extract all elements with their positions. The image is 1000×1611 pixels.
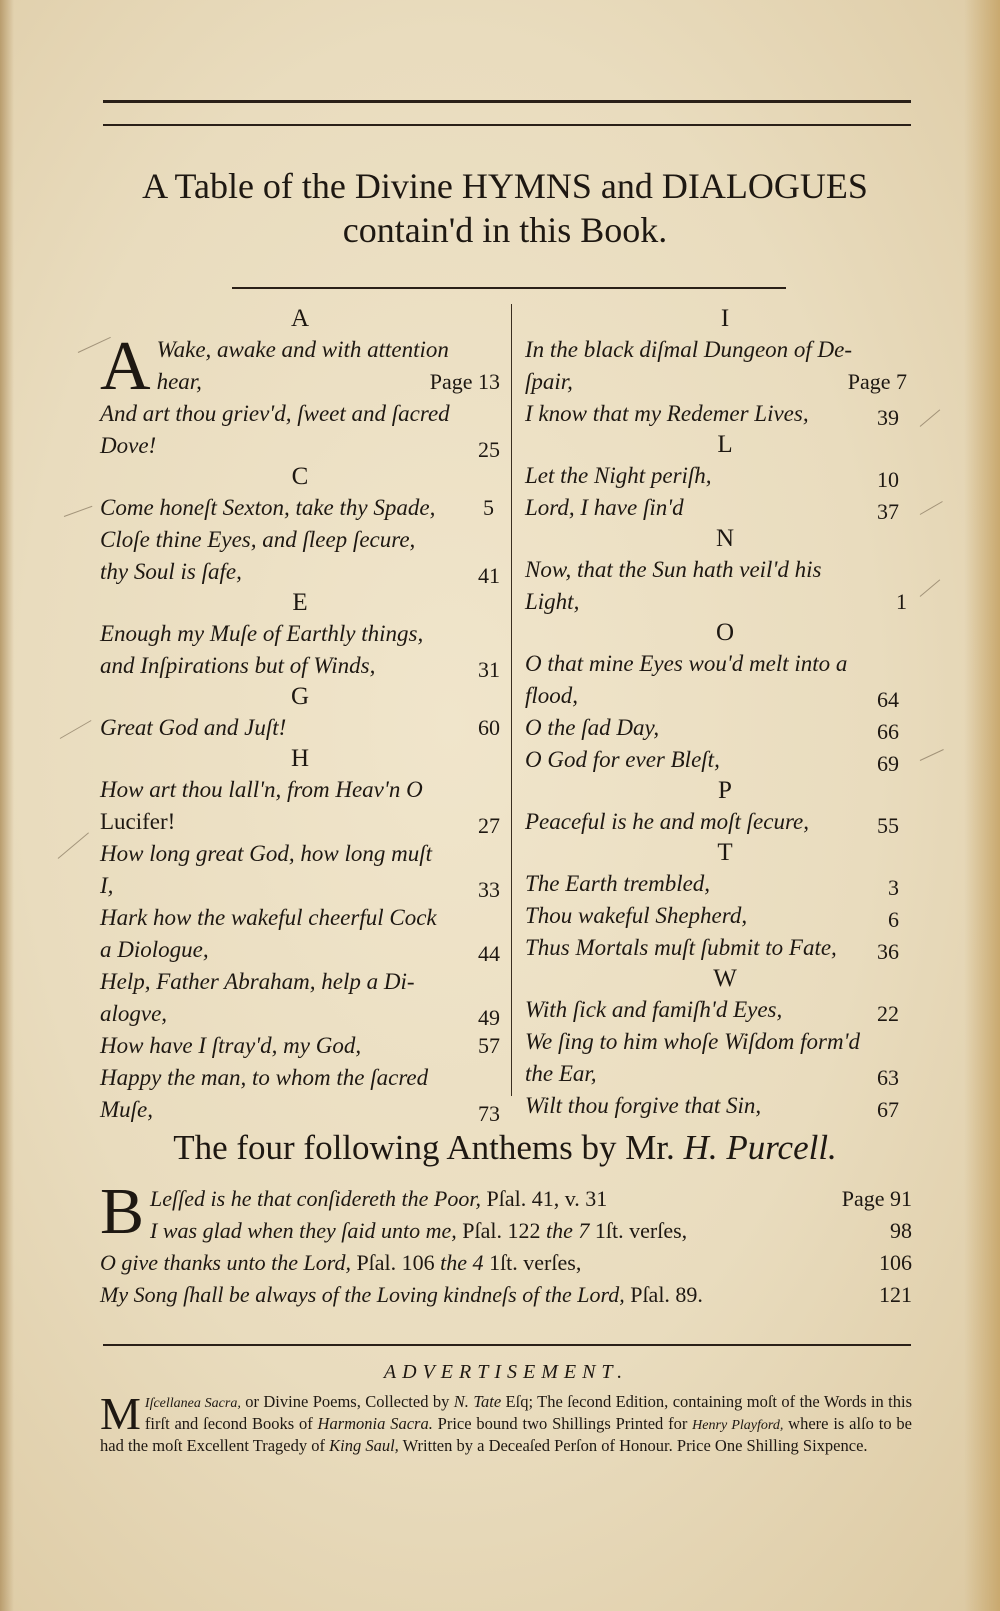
section-letter-t: T — [717, 839, 733, 866]
entry-page: 63 — [877, 1065, 899, 1090]
anthem-verse-count: the 4 — [440, 1250, 484, 1275]
entry-text: the Ear, — [525, 1061, 597, 1086]
anthem-page: Page 91 — [841, 1186, 912, 1211]
entry-page: 66 — [877, 719, 899, 744]
entry-page: 60 — [478, 715, 500, 740]
entry-page: 31 — [478, 657, 500, 682]
entry-page: 69 — [877, 751, 899, 776]
advert-text: Henry Playford, — [692, 1418, 784, 1433]
anthem-page: 121 — [879, 1282, 912, 1307]
anthems-heading — [100, 1126, 910, 1170]
hymn-entry — [100, 1062, 500, 1126]
advert-text: N. Tate — [453, 1392, 502, 1411]
section-letter-n: N — [715, 525, 735, 552]
hymn-entry — [525, 648, 925, 712]
section-letter-e: E — [292, 589, 308, 616]
pen-mark — [58, 832, 89, 858]
entry-text: Enough my Muſe of Earthly things, — [100, 621, 424, 646]
entry-page: 22 — [877, 1001, 899, 1026]
pen-mark — [64, 506, 93, 517]
entry-text: With ſick and famiſh'd Eyes, — [525, 997, 783, 1022]
entry-text: Thus Mortals muſt ſubmit to Fate, — [525, 935, 837, 960]
entry-page: 5 — [483, 495, 494, 520]
hymn-entry — [525, 868, 925, 900]
section-letter-c: C — [291, 463, 309, 490]
page-subtitle: contain'd in this Book. — [342, 210, 668, 250]
anthem-page: 98 — [890, 1218, 912, 1243]
entry-page: 1 — [896, 589, 907, 614]
anthem-psalm-ref: Pſal. 41, v. 31 — [486, 1186, 608, 1211]
entry-page: 10 — [877, 467, 899, 492]
section-letter-g: G — [290, 683, 310, 710]
entry-text: Great God and Juſt! — [100, 715, 287, 740]
hymn-entry — [525, 460, 925, 492]
entry-text: I, — [100, 873, 114, 898]
hymn-entry — [100, 902, 500, 966]
entry-text: Peaceful is he and moſt ſecure, — [525, 809, 810, 834]
entry-text: Lucifer! — [100, 809, 176, 834]
entry-page: 49 — [478, 1005, 500, 1030]
entry-text: Lord, I have ſin'd — [525, 495, 684, 520]
hymn-entry — [525, 712, 925, 744]
entry-text: How have I ſtray'd, my God, — [100, 1033, 362, 1058]
anthem-verse-count: the 7 — [546, 1218, 590, 1243]
entry-text: Help, Father Abraham, help a Di- — [100, 969, 415, 994]
hymn-entry — [525, 994, 925, 1026]
entry-text: Wake, awake and with attention — [156, 337, 449, 362]
entry-text: ſpair, — [525, 369, 573, 394]
entry-page: 37 — [877, 499, 899, 524]
entry-text: O God for ever Bleſt, — [525, 747, 720, 772]
anthem-text: I was glad when they ſaid unto me, — [150, 1218, 457, 1243]
hymn-entry — [100, 618, 500, 682]
hymn-entry — [100, 774, 500, 838]
entry-page: 55 — [877, 813, 899, 838]
hymn-entry — [100, 966, 500, 1030]
hymn-entry — [525, 932, 925, 964]
hymn-entry — [100, 712, 500, 744]
section-letter-w: W — [713, 965, 737, 992]
hymn-entry — [100, 1030, 500, 1062]
entry-text: Thou wakeful Shepherd, — [525, 903, 748, 928]
advert-text: where is alſo to be had the moſt Excellent Tragedy of — [100, 1414, 912, 1455]
hymn-entry — [100, 492, 500, 524]
entry-text: Wilt thou forgive that Sin, — [525, 1093, 762, 1118]
hymn-entry — [525, 398, 925, 430]
advert-text: King Saul, — [329, 1436, 399, 1455]
advert-text: Written by a Deceaſed Perſon of Honour. Price One Shilling Sixpence. — [398, 1436, 868, 1455]
hymn-entry — [525, 1026, 925, 1090]
entry-text: hear, — [156, 369, 202, 394]
hymn-entry — [525, 334, 925, 398]
top-rule-thin — [103, 124, 911, 126]
right-column — [525, 304, 925, 1122]
drop-cap: B — [100, 1175, 145, 1248]
entry-text: Now, that the Sun hath veil'd his — [525, 557, 822, 582]
title-rule — [232, 287, 786, 289]
anthem-psalm-ref: Pſal. 106 — [356, 1250, 435, 1275]
entry-text: We ſing to him whoſe Wiſdom form'd — [525, 1029, 861, 1054]
entry-text: alogve, — [100, 1001, 168, 1026]
pen-mark — [60, 720, 92, 739]
hymn-entry — [100, 838, 500, 902]
entry-text: I know that my Redemer Lives, — [525, 401, 809, 426]
composer-name: H. Purcell. — [683, 1128, 837, 1167]
entry-text: How long great God, how long muſt — [100, 841, 433, 866]
advert-text: Price bound two Shillings Printed for — [432, 1414, 693, 1433]
hymn-entry — [100, 524, 500, 588]
anthems-heading-text: The four following Anthems by Mr. — [173, 1128, 684, 1167]
entry-text: a Diologue, — [100, 937, 209, 962]
column-divider — [511, 304, 512, 1096]
anthem-text: Leſſed is he that conſidereth the Poor, — [150, 1186, 481, 1211]
entry-text: Let the Night periſh, — [525, 463, 712, 488]
entry-text: Hark how the wakeful cheerful Cock — [100, 905, 437, 930]
anthem-verses: 1ſt. verſes, — [594, 1218, 688, 1243]
entry-page: Page 7 — [847, 369, 907, 394]
entry-text: Cloſe thine Eyes, and ſleep ſecure, — [100, 527, 416, 552]
anthem-verses: 1ſt. verſes, — [489, 1250, 582, 1275]
entry-text: thy Soul is ſafe, — [100, 559, 242, 584]
entry-text: Come honeſt Sexton, take thy Spade, — [100, 495, 436, 520]
entry-text: Muſe, — [100, 1097, 154, 1122]
section-letter-h: H — [290, 745, 310, 772]
anthem-psalm-ref: Pſal. 89. — [630, 1282, 703, 1307]
hymn-entry — [525, 806, 925, 838]
entry-page: 64 — [877, 687, 899, 712]
advertisement-heading: ADVERTISEMENT. — [383, 1361, 629, 1383]
left-column — [100, 304, 500, 1126]
anthem-entry — [100, 1247, 912, 1279]
anthem-entry — [100, 1215, 912, 1247]
entry-text: And art thou griev'd, ſweet and ſacred — [100, 401, 450, 426]
entry-text: In the black diſmal Dungeon of De- — [525, 337, 853, 362]
anthem-entry — [100, 1279, 912, 1311]
page-edge-right — [964, 0, 1000, 1611]
hymn-entry — [100, 328, 500, 405]
advert-text: or Divine Poems, Collected by — [240, 1392, 454, 1411]
section-letter-o: O — [715, 619, 735, 646]
entry-page: 39 — [877, 405, 899, 430]
entry-text: flood, — [525, 683, 579, 708]
advert-text: Eſq; The ſecond Edition, containing moſt of the Words in this firſt and ſecond Books of — [144, 1392, 912, 1433]
advert-rule — [103, 1344, 911, 1346]
page-edge-left — [0, 0, 14, 1611]
hymn-entry — [525, 1090, 925, 1122]
entry-page: 6 — [888, 907, 899, 932]
entry-text: O the ſad Day, — [525, 715, 660, 740]
entry-page: 27 — [478, 813, 500, 838]
hymn-entry — [525, 554, 925, 618]
hymn-entry — [525, 900, 925, 932]
entry-text: Dove! — [100, 433, 157, 458]
entry-page: 33 — [478, 877, 500, 902]
hymn-entry — [100, 398, 500, 462]
entry-page: 44 — [478, 941, 500, 966]
advert-text: Harmonia Sacra. — [317, 1414, 433, 1433]
entry-page: 3 — [888, 875, 899, 900]
entry-page: Page 13 — [429, 369, 500, 394]
advert-text: Iſcellanea Sacra, — [144, 1396, 241, 1411]
anthem-text: My Song ſhall be always of the Loving kindneſs of the Lord, — [100, 1282, 625, 1307]
hymn-entry — [525, 492, 925, 524]
section-letter-i: I — [720, 305, 730, 332]
entry-page: 57 — [478, 1033, 500, 1058]
section-letter-a: A — [290, 305, 310, 332]
entry-page: 41 — [478, 563, 500, 588]
entry-text: Light, — [525, 589, 580, 614]
entry-text: Happy the man, to whom the ſacred — [100, 1065, 429, 1090]
page-title: A Table of the Divine HYMNS and DIALOGUES — [142, 166, 868, 206]
entry-text: O that mine Eyes wou'd melt into a — [525, 651, 848, 676]
hymn-entry — [525, 744, 925, 776]
anthem-psalm-ref: Pſal. 122 — [462, 1218, 541, 1243]
section-letter-l: L — [717, 431, 733, 458]
entry-page: 36 — [877, 939, 899, 964]
section-letter-p: P — [718, 777, 732, 804]
drop-cap: M — [100, 1388, 141, 1439]
top-rule — [103, 100, 911, 103]
entry-page: 67 — [877, 1097, 899, 1122]
anthems-list — [100, 1175, 912, 1311]
advertisement-body — [100, 1388, 912, 1456]
anthem-page: 106 — [879, 1250, 912, 1275]
entry-text: and Inſpirations but of Winds, — [100, 653, 376, 678]
entry-page: 25 — [478, 437, 500, 462]
entry-page: 73 — [478, 1101, 500, 1126]
drop-cap: A — [100, 328, 151, 405]
anthem-text: O give thanks unto the Lord, — [100, 1250, 351, 1275]
entry-text: How art thou lall'n, from Heav'n O — [100, 777, 423, 802]
entry-text: The Earth trembled, — [525, 871, 711, 896]
